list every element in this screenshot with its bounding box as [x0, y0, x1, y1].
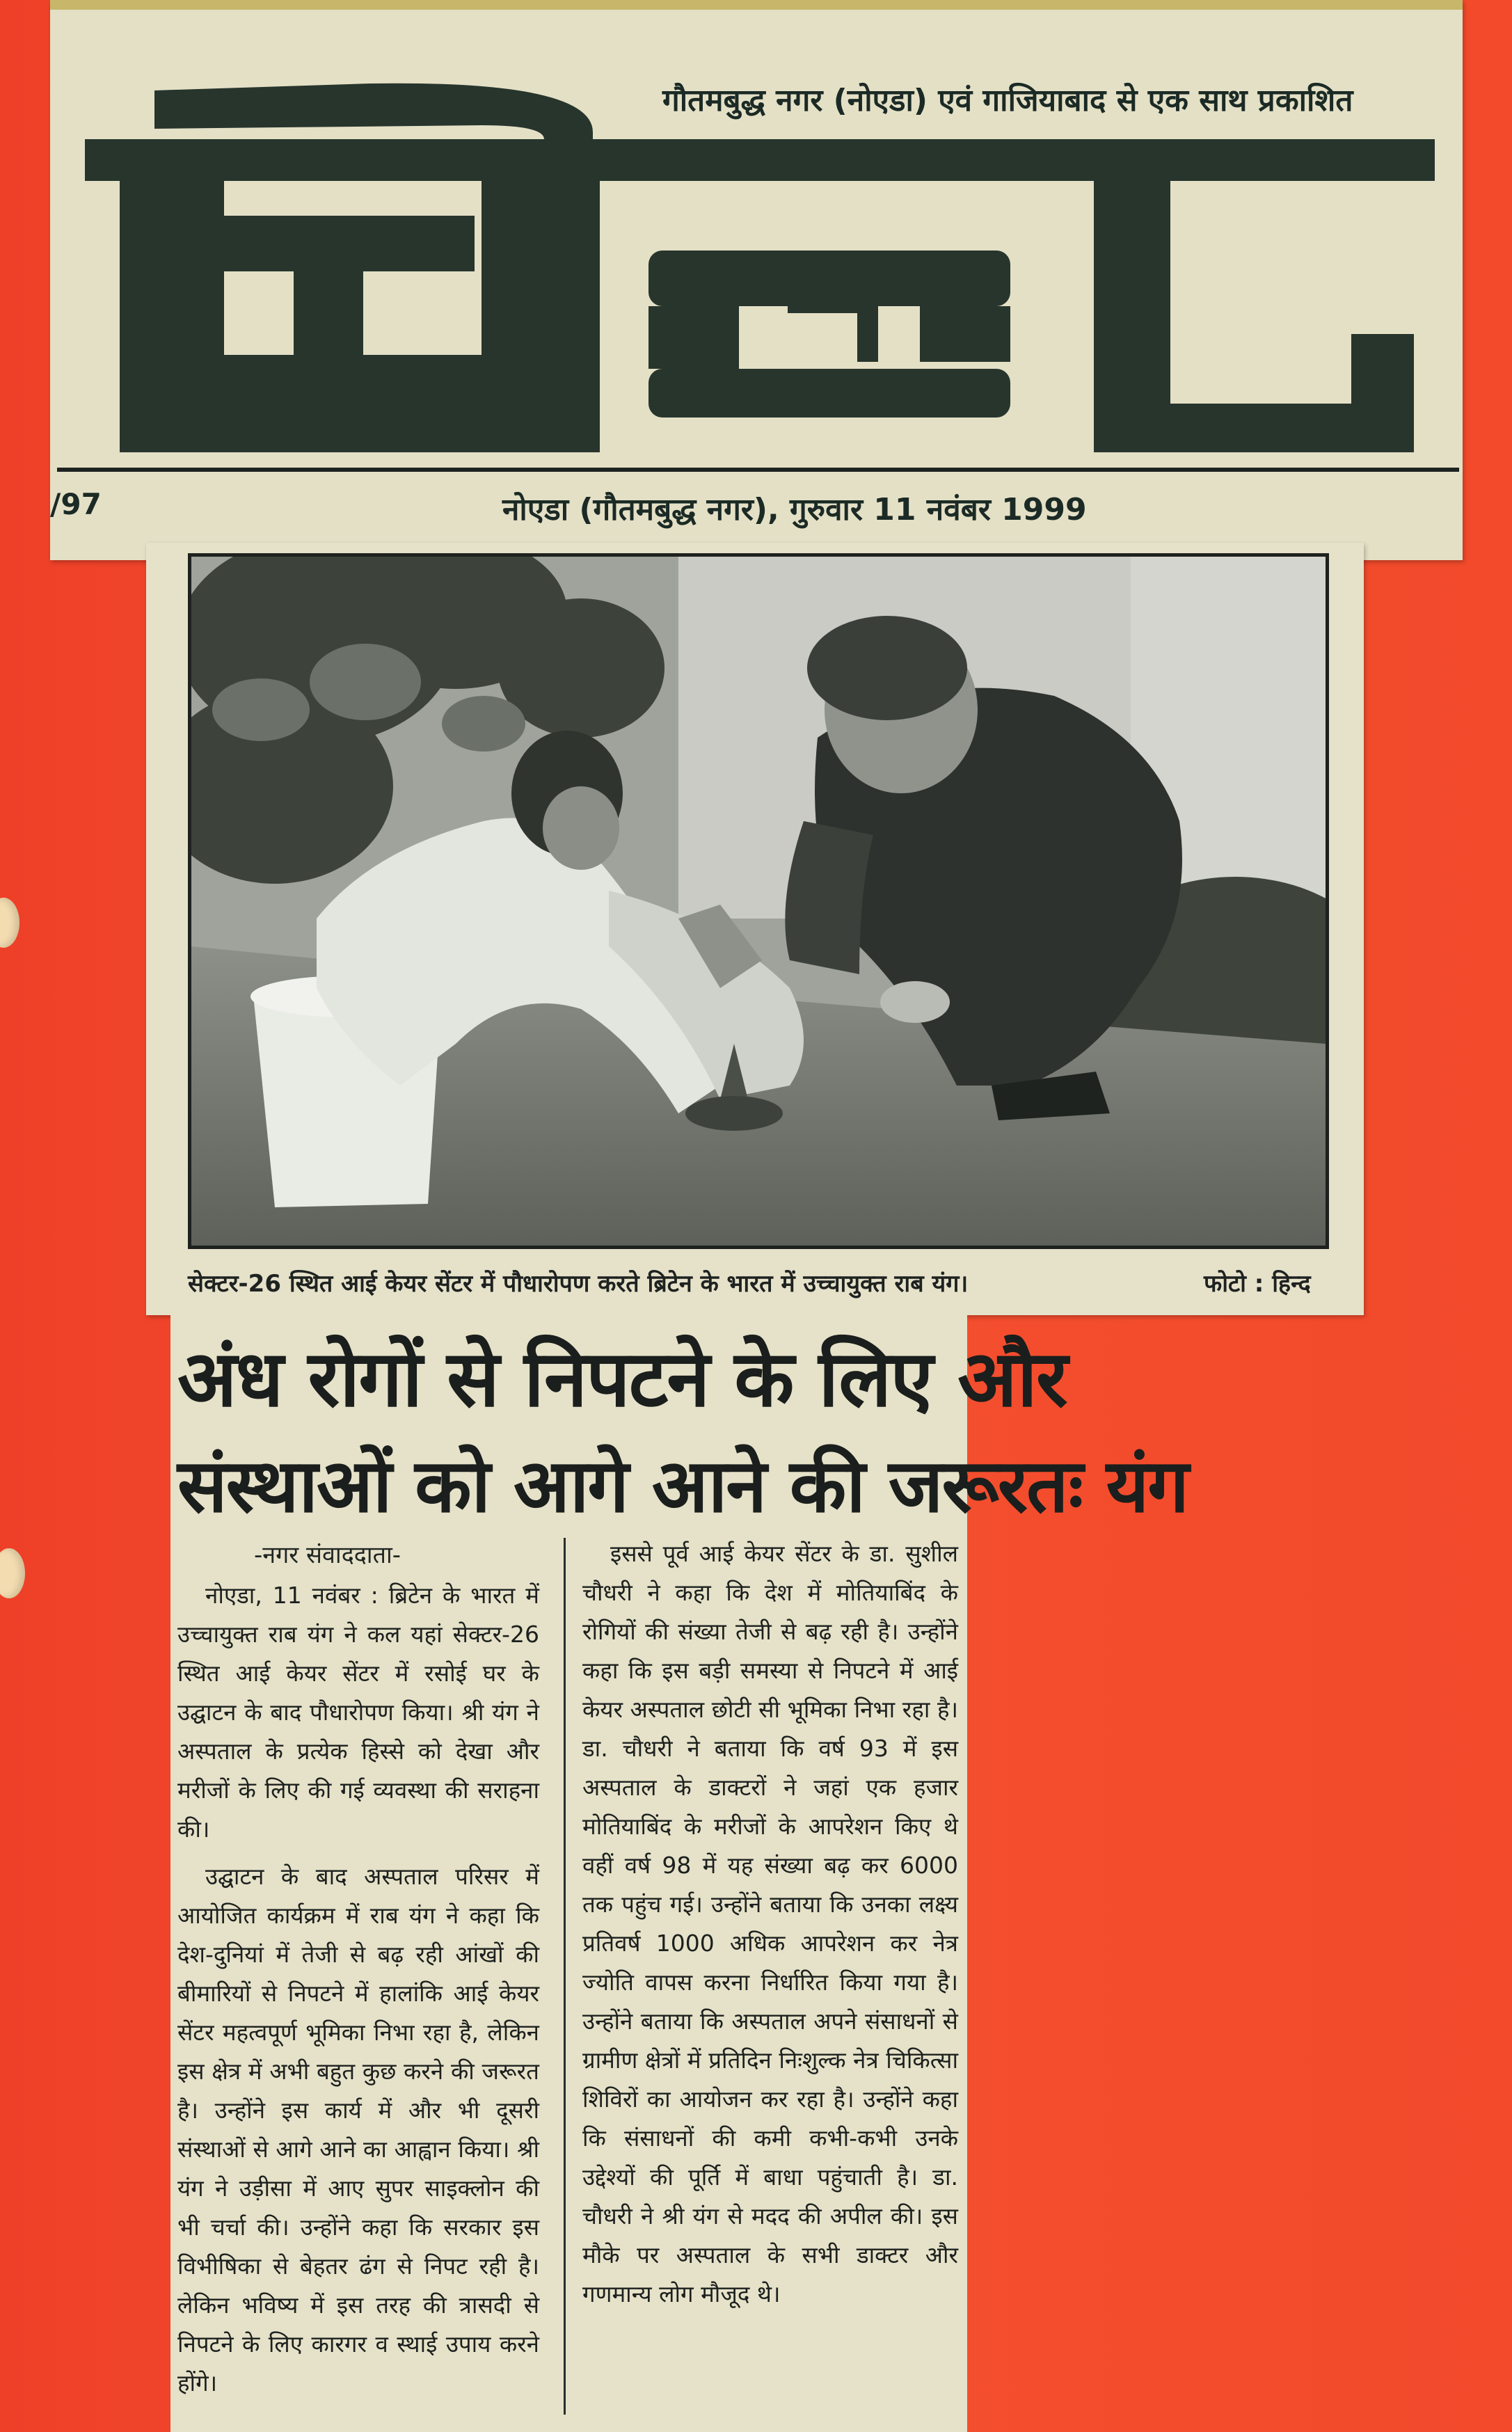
dateline: नोएडा (गौतमबुद्ध नगर), गुरुवार 11 नवंबर 1999 [502, 492, 1087, 527]
news-photo [188, 553, 1329, 1249]
paragraph: इससे पूर्व आई केयर सेंटर के डा. सुशील चौधरी ने कहा कि देश में मोतियाबिंद के रोगियों की संख्या तेजी से बढ़ रही है। उन्होंने कहा कि इस बड़ी समस्या से निपटने में आई केयर अस्पताल छोटी सी भूमिका निभा रहा है। डा. चौधरी ने बताया कि वर्ष 93 में इस अस्पताल के डाक्टरों ने जहां एक हजार मोतियाबिंद के मरीजों के आपरेशन किए थे वहीं वर्ष 98 में यह संख्या बढ़ कर 6000 तक पहुंच गई। उन्होंने बताया कि उनका लक्ष्य प्रतिवर्ष 1000 अधिक आपरेशन कर नेत्र ज्योति वापस करना निर्धारित किया गया है। उन्होंने बताया कि अस्पताल अपने संसाधनों से ग्रामीण क्षेत्रों में प्रतिदिन निःशुल्क नेत्र चिकित्सा शिविरों का आयोजन कर रहा है। उन्होंने कहा कि संसाधनों की कमी कभी-कभी उनके उद्देश्यों की पूर्ति में बाधा पहुंचाती है। डा. चौधरी ने श्री यंग से मदद की अपील की। इस मौके पर अस्पताल के सभी डाक्टर और गणमान्य लोग मौजूद थे। [582, 1540, 958, 2307]
tree-planting-photo [191, 557, 1326, 1246]
article-clipping [170, 1315, 1188, 2432]
headline-line-1: अंध रोगों से निपटने के लिए और [177, 1334, 1067, 1424]
article-column-2 [582, 1534, 958, 2322]
masthead-rule [57, 468, 1459, 472]
clipping-tape-strip [50, 0, 1463, 10]
issue-number: /97 [50, 487, 102, 521]
masthead-clipping [50, 0, 1463, 560]
photo-caption: सेक्टर-26 स्थित आई केयर सेंटर में पौधारोपण करते ब्रिटेन के भारत में उच्चायुक्त राब यंग। [188, 1270, 969, 1298]
headline-line-2: संस्थाओं को आगे आने की जरूरतः यंग [177, 1443, 1188, 1529]
column-divider [564, 1538, 566, 2415]
article-column-1 [177, 1576, 539, 2411]
paragraph: नोएडा, 11 नवंबर : ब्रिटेन के भारत में उच्चायुक्त राब यंग ने कल यहां सेक्टर-26 स्थित आई केयर सेंटर में रसोई घर के उद्घाटन के बाद पौधारोपण किया। श्री यंग ने अस्पताल के प्रत्येक हिस्से को देखा और मरीजों के लिए की गई व्यवस्था की सराहना की। [177, 1582, 539, 1843]
paragraph: उद्घाटन के बाद अस्पताल परिसर में आयोजित कार्यक्रम में राब यंग ने कहा कि देश-दुनियां में तेजी से बढ़ रही आंखों की बीमारियों से निपटने में हालांकि आई केयर सेंटर महत्वपूर्ण भूमिका निभा रहा है, लेकिन इस क्षेत्र में अभी बहुत कुछ करने की जरूरत है। उन्होंने इस कार्य में और भी दूसरी संस्थाओं से आगे आने का आह्वान किया। श्री यंग ने उड़ीसा में आए सुपर साइक्लोन की भी चर्चा की। उन्होंने कहा कि सरकार इस विभीषिका से बेहतर ढंग से निपट रही है। लेकिन भविष्य में इस तरह की त्रासदी से निपटने के लिए कारगर व स्थाई उपाय करने होंगे। [177, 1863, 539, 2397]
masthead-subtitle: गौतमबुद्ध नगर (नोएडा) एवं गाजियाबाद से एक साथ प्रकाशित [662, 83, 1353, 118]
byline: -नगर संवाददाता- [254, 1541, 401, 1569]
photo-credit: फोटो : हिन्द [1204, 1270, 1311, 1298]
photo-clipping [146, 543, 1364, 1315]
